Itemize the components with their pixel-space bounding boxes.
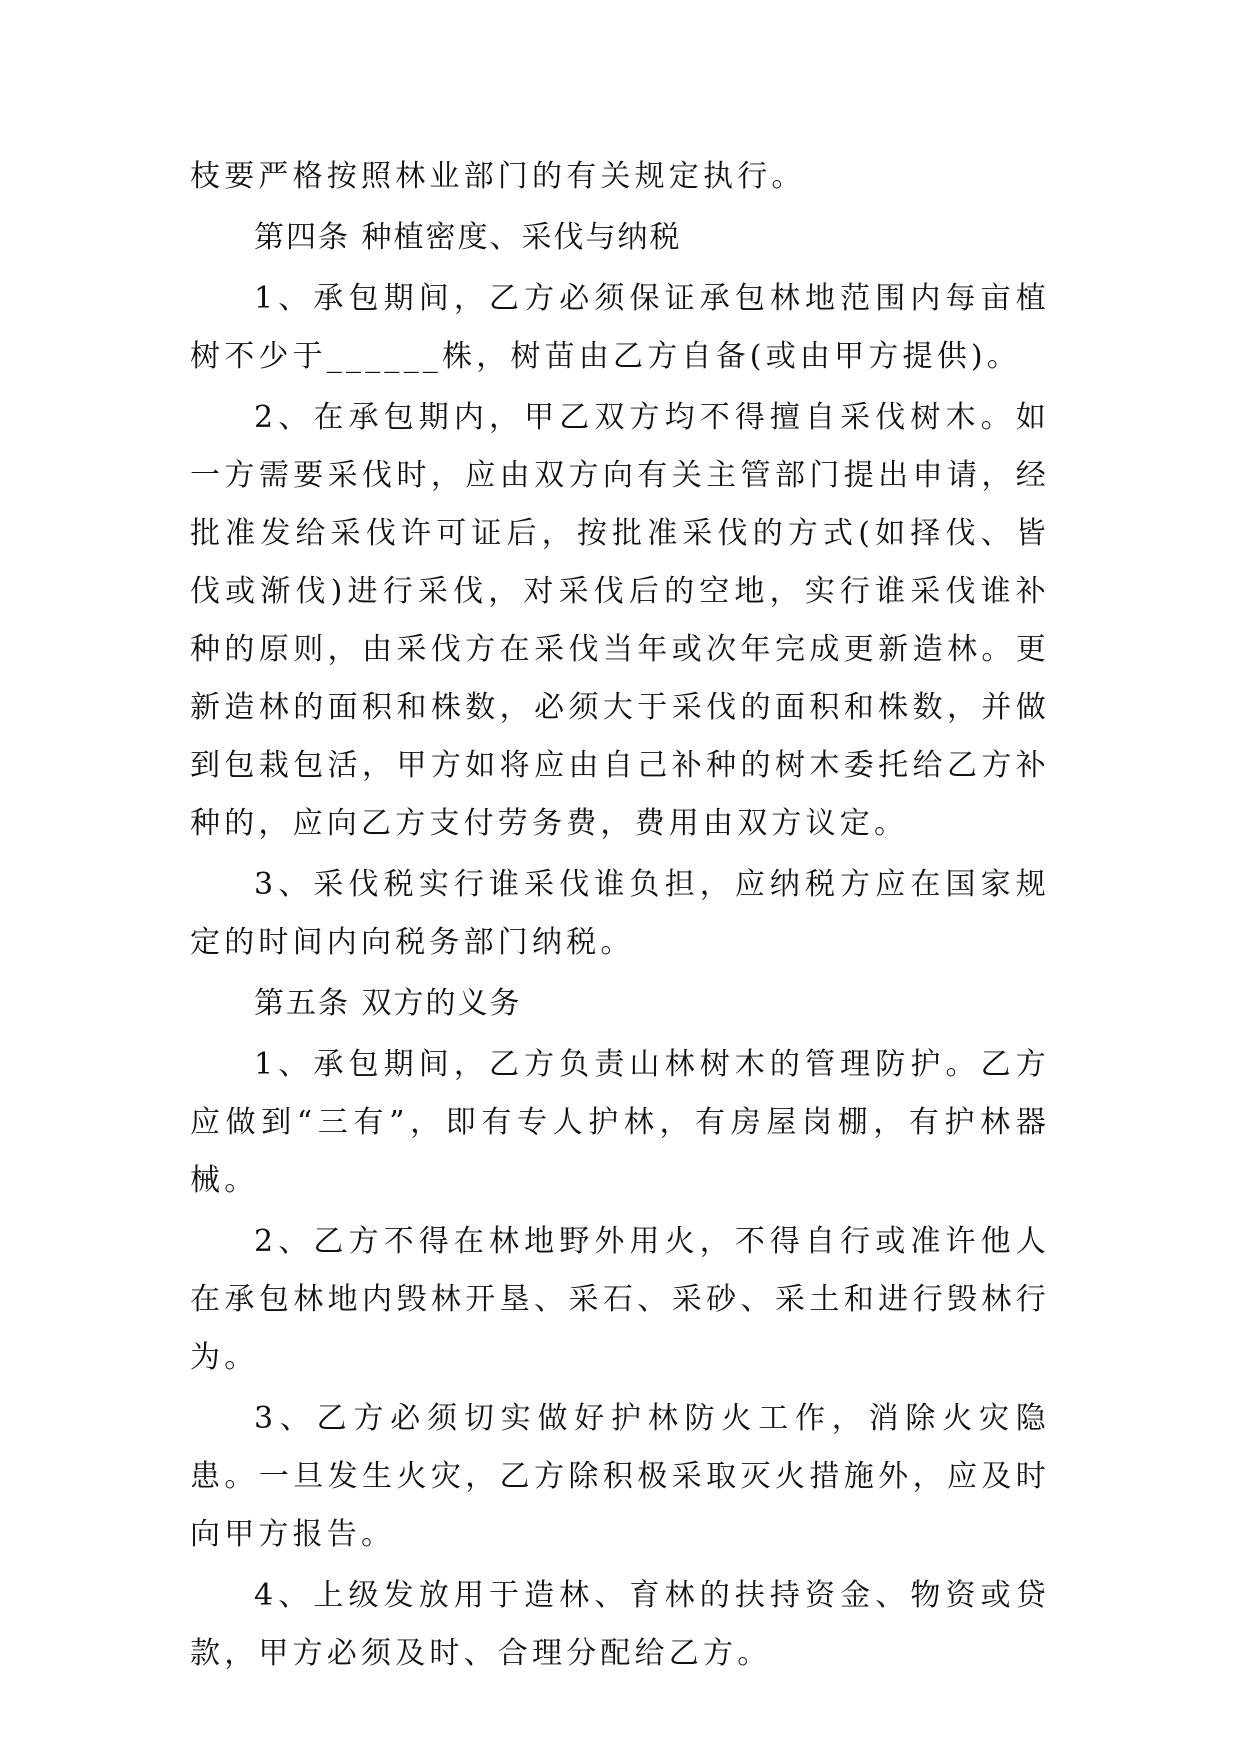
clause-4-2: 2、在承包期内，甲乙双方均不得擅自采伐树木。如一方需要采伐时，应由双方向有关主管部门提出申请，经批准发给采伐许可证后，按批准采伐的方式(如择伐、皆伐或渐伐)进行采伐，对采伐后的空地，实行谁采伐谁补种的原则，由采伐方在采伐当年或次年完成更新造林。更新造林的面积和株数，必须大于采伐的面积和株数，并做到包栽包活，甲方如将应由自己补种的树木委托给乙方补种的，应向乙方支付劳务费，费用由双方议定。 bbox=[190, 400, 1050, 841]
clause-5-1: 1、承包期间，乙方负责山林树木的管理防护。乙方应做到“三有”，即有专人护林，有房屋岗棚，有护林器械。 bbox=[190, 1047, 1050, 1198]
document-page bbox=[190, 148, 1050, 1686]
clause-4-3: 3、采伐税实行谁采伐谁负担，应纳税方应在国家规定的时间内向税务部门纳税。 bbox=[190, 867, 1050, 960]
section-heading-article-5: 第五条 双方的义务 bbox=[254, 986, 522, 1021]
paragraph-continuation: 枝要严格按照林业部门的有关规定执行。 bbox=[190, 159, 806, 194]
clause-5-4: 4、上级发放用于造林、育林的扶持资金、物资或贷款，甲方必须及时、合理分配给乙方。 bbox=[190, 1578, 1050, 1671]
clause-4-1: 1、承包期间，乙方必须保证承包林地范围内每亩植树不少于______株，树苗由乙方自备(或由甲方提供)。 bbox=[190, 281, 1050, 374]
section-heading-article-4: 第四条 种植密度、采伐与纳税 bbox=[254, 220, 682, 255]
clause-5-2: 2、乙方不得在林地野外用火，不得自行或准许他人在承包林地内毁林开垦、采石、采砂、采土和进行毁林行为。 bbox=[190, 1224, 1050, 1375]
clause-5-3: 3、乙方必须切实做好护林防火工作，消除火灾隐患。一旦发生火灾，乙方除积极采取灭火措施外，应及时向甲方报告。 bbox=[190, 1401, 1050, 1552]
